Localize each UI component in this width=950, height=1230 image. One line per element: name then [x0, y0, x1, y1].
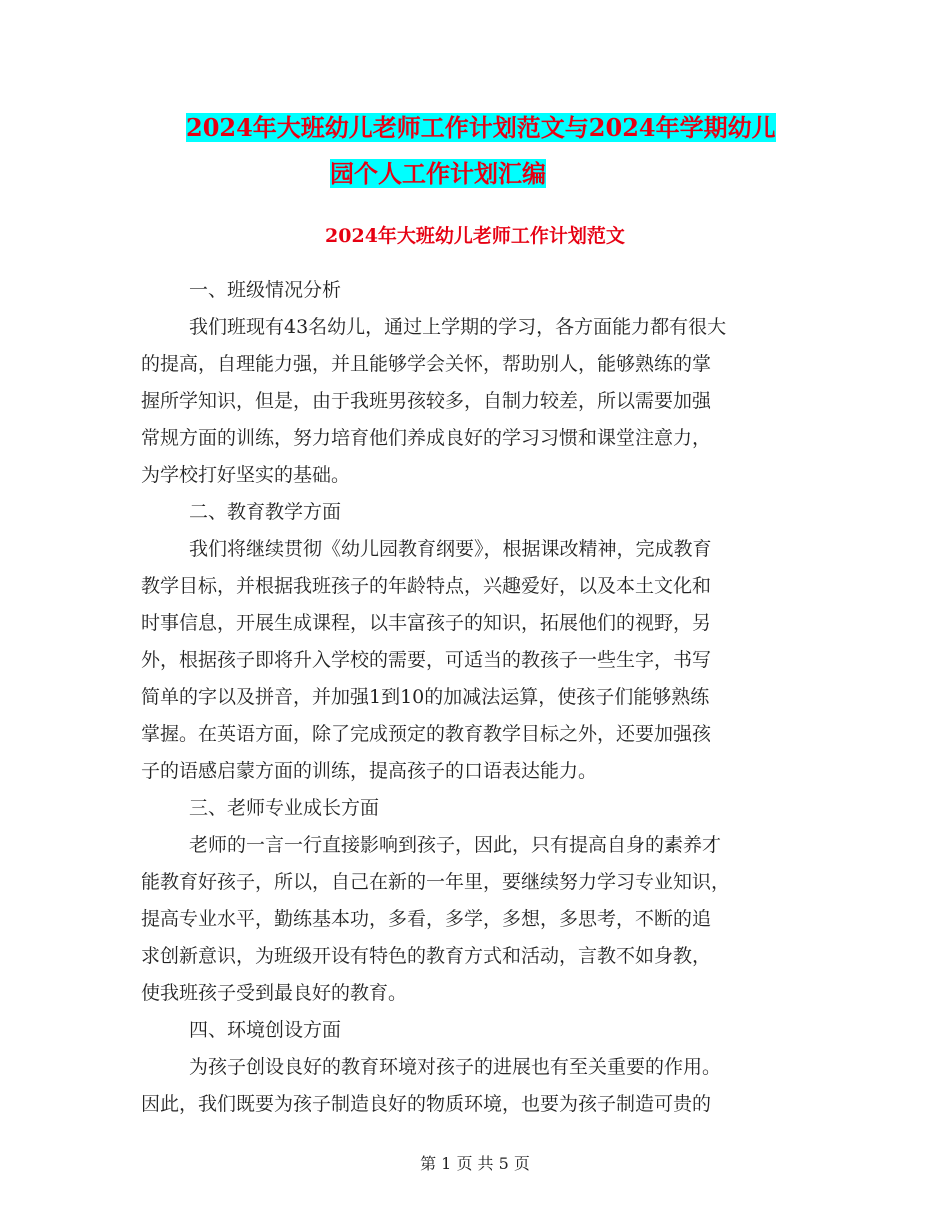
paragraph-line: 求创新意识，为班级开设有特色的教育方式和活动，言教不如身教，: [141, 945, 712, 967]
paragraph-line: 的提高，自理能力强，并且能够学会关怀，帮助别人，能够熟练的掌: [141, 353, 712, 375]
section-heading: 一、班级情况分析: [189, 279, 342, 301]
page-footer: 第 1 页 共 5 页: [420, 1154, 530, 1173]
section-heading: 二、教育教学方面: [189, 501, 342, 523]
title-line-1: 2024年大班幼儿老师工作计划范文与2024年学期幼儿: [186, 113, 776, 142]
paragraph-line: 我们班现有43名幼儿，通过上学期的学习，各方面能力都有很大: [189, 316, 727, 338]
paragraph-line: 因此，我们既要为孩子制造良好的物质环境，也要为孩子制造可贵的: [141, 1093, 712, 1115]
paragraph-line: 简单的字以及拼音，并加强1到10的加减法运算，使孩子们能够熟练: [141, 686, 710, 708]
section-heading: 三、老师专业成长方面: [189, 797, 380, 819]
paragraph-line: 常规方面的训练，努力培育他们养成良好的学习习惯和课堂注意力，: [141, 427, 712, 449]
paragraph-line: 使我班孩子受到最良好的教育。: [141, 982, 408, 1004]
paragraph-line: 握所学知识，但是，由于我班男孩较多，自制力较差，所以需要加强: [141, 390, 712, 412]
section-subtitle: 2024年大班幼儿老师工作计划范文: [325, 225, 625, 247]
paragraph-line: 为学校打好坚实的基础。: [141, 464, 351, 486]
paragraph-line: 教学目标，并根据我班孩子的年龄特点，兴趣爱好，以及本土文化和: [141, 575, 712, 597]
section-heading: 四、环境创设方面: [189, 1019, 342, 1041]
title-line-2: 园个人工作计划汇编: [330, 159, 546, 188]
paragraph-line: 子的语感启蒙方面的训练，提高孩子的口语表达能力。: [141, 760, 598, 782]
paragraph-line: 我们将继续贯彻《幼儿园教育纲要》，根据课改精神，完成教育: [189, 538, 712, 560]
paragraph-line: 提高专业水平，勤练基本功，多看，多学，多想，多思考，不断的追: [141, 908, 712, 930]
paragraph-line: 时事信息，开展生成课程，以丰富孩子的知识，拓展他们的视野，另: [141, 612, 712, 634]
paragraph-line: 为孩子创设良好的教育环境对孩子的进展也有至关重要的作用。: [189, 1056, 722, 1078]
paragraph-line: 能教育好孩子，所以，自己在新的一年里，要继续努力学习专业知识，: [141, 871, 731, 893]
paragraph-line: 掌握。在英语方面，除了完成预定的教育教学目标之外，还要加强孩: [141, 723, 712, 745]
paragraph-line: 老师的一言一行直接影响到孩子，因此，只有提高自身的素养才: [189, 834, 722, 856]
paragraph-line: 外，根据孩子即将升入学校的需要，可适当的教孩子一些生字，书写: [141, 649, 712, 671]
